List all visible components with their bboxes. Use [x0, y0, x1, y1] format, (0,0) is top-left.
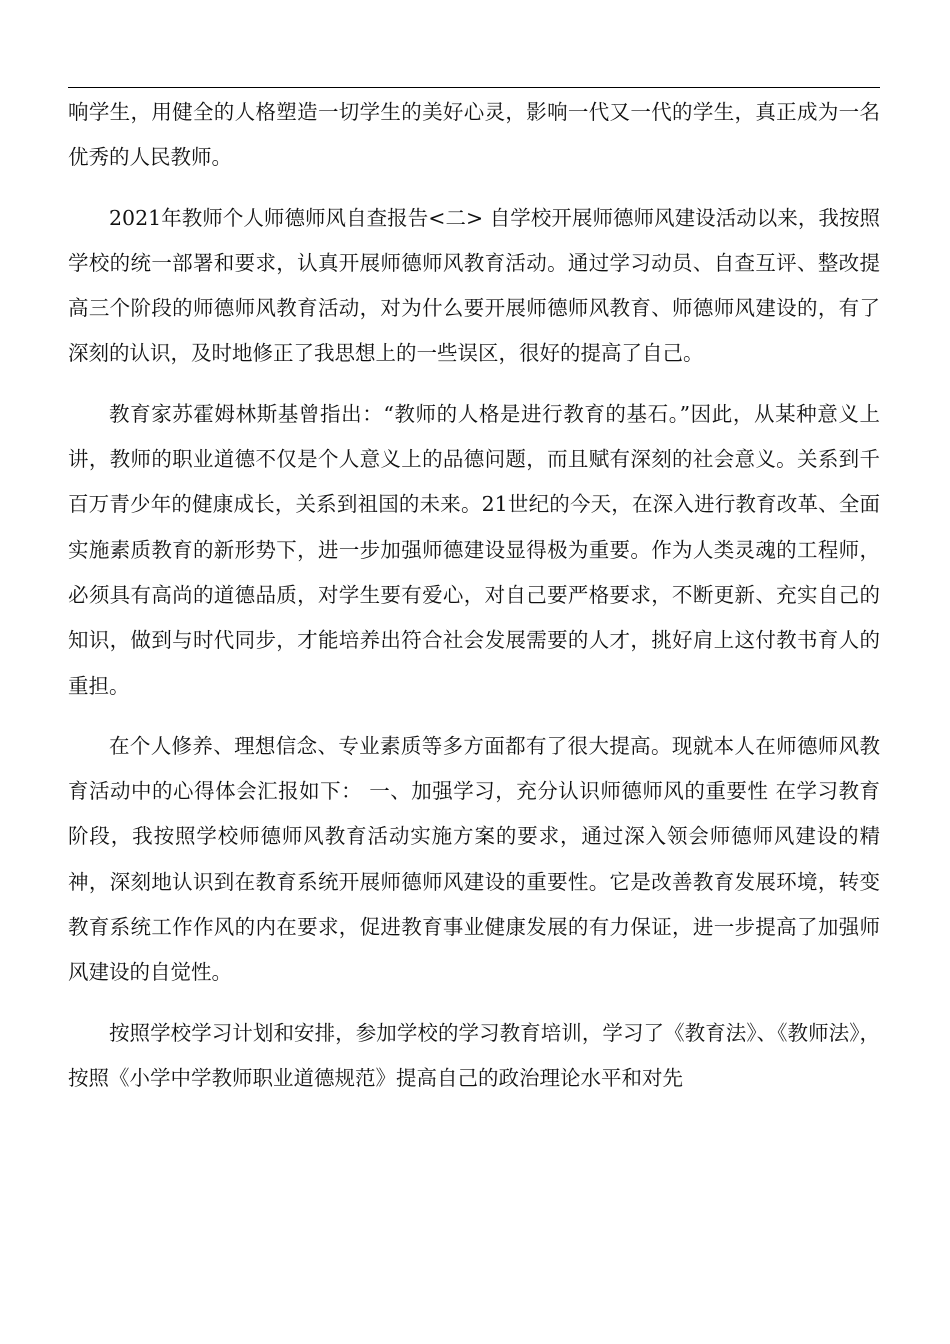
paragraph: 在个人修养、理想信念、专业素质等多方面都有了很大提高。现就本人在师德师风教育活动中的心得体会汇报如下： 一、加强学习，充分认识师德师风的重要性 在学习教育阶段，我按照学校师德师风教育活动实施方案的要求，通过深入领会师德师风建设的精神，深刻地认识到在教育系统开展师德师风建设的重要性。它是改善教育发展环境，转变教育系统工作作风的内在要求，促进教育事业健康发展的有力保证，进一步提高了加强师风建设的自觉性。: [68, 733, 880, 985]
paragraph: 2021年教师个人师德师风自查报告<二> 自学校开展师德师风建设活动以来，我按照学校的统一部署和要求，认真开展师德师风教育活动。通过学习动员、自查互评、整改提高三个阶段的师德师风教育活动，对为什么要开展师德师风教育、师德师风建设的，有了深刻的认识，及时地修正了我思想上的一些误区，很好的提高了自己。: [68, 205, 880, 366]
paragraph: 响学生，用健全的人格塑造一切学生的美好心灵，影响一代又一代的学生，真正成为一名优秀的人民教师。: [68, 100, 880, 170]
header-rule: [68, 87, 880, 88]
paragraph: 教育家苏霍姆林斯基曾指出：“教师的人格是进行教育的基石。”因此，从某种意义上讲，教师的职业道德不仅是个人意义上的品德问题，而且赋有深刻的社会意义。关系到千百万青少年的健康成长，关系到祖国的未来。21世纪的今天，在深入进行教育改革、全面实施素质教育的新形势下，进一步加强师德建设显得极为重要。作为人类灵魂的工程师，必须具有高尚的道德品质，对学生要有爱心，对自己要严格要求，不断更新、充实自己的知识，做到与时代同步，才能培养出符合社会发展需要的人才，挑好肩上这付教书育人的重担。: [68, 401, 880, 698]
paragraph: 按照学校学习计划和安排，参加学校的学习教育培训，学习了《教育法》、《教师法》，按照《小学中学教师职业道德规范》提高自己的政治理论水平和对先: [68, 1020, 880, 1090]
document-body: [68, 90, 880, 1116]
